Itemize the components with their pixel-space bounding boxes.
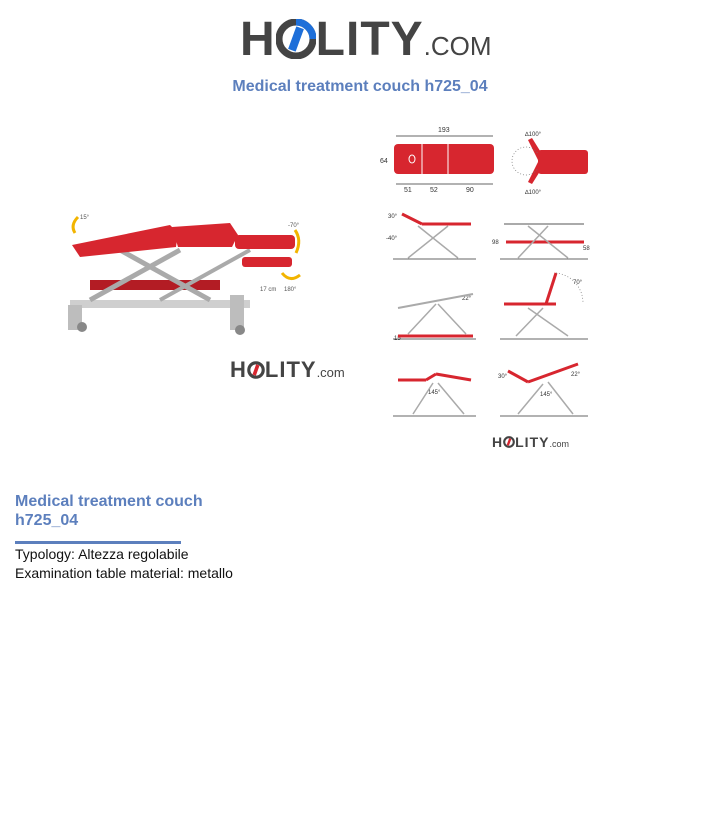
spec-typology (15, 546, 189, 562)
photo-label-angle: 15° (80, 215, 90, 221)
dim-segment: 51 (404, 187, 412, 194)
logo-letter-h: H (230, 357, 247, 382)
svg-text:22°: 22° (571, 372, 581, 378)
couch-tilted-plan-icon (538, 150, 588, 174)
dim-segment: 52 (430, 187, 438, 194)
position-diagram-tilt (386, 214, 476, 259)
angle-label: ∆100° (525, 132, 542, 138)
svg-text:30°: 30° (388, 214, 398, 220)
spec-label: Examination table material: (15, 565, 184, 581)
title-divider (15, 541, 181, 544)
logo-letters-lity: LITY (315, 13, 424, 66)
logo-letter-h: H (240, 13, 276, 66)
svg-text:98: 98 (492, 240, 499, 246)
logo-o-icon (276, 12, 316, 67)
svg-text:70°: 70° (573, 280, 583, 286)
position-diagram-incline (393, 294, 476, 342)
svg-text:58: 58 (583, 246, 590, 252)
technical-diagram[interactable] (378, 118, 603, 458)
svg-text:22°: 22° (462, 296, 472, 302)
product-title-line2: h725_04 (15, 512, 79, 529)
couch-back-section-icon (72, 225, 178, 257)
logo-letters-lity: LITY (264, 357, 317, 382)
couch-leg-section-icon (235, 235, 295, 249)
svg-text:145°: 145° (540, 392, 553, 398)
couch-seat-section-icon (172, 223, 238, 247)
dim-segment: 90 (466, 187, 474, 194)
dim-width: 64 (380, 158, 388, 165)
logo-suffix: .com (549, 439, 569, 449)
spec-material (15, 565, 233, 581)
spec-value: metallo (187, 565, 233, 581)
svg-text:30°: 30° (498, 374, 508, 380)
position-diagram-height (492, 224, 590, 259)
diagram-watermark-logo (492, 434, 569, 450)
position-diagram-trendelenburg (498, 364, 588, 416)
angle-label: ∆100° (525, 190, 542, 196)
couch-base-icon (70, 300, 250, 308)
logo-suffix: .COM (423, 31, 492, 61)
photo-watermark-logo (230, 357, 345, 383)
brand-logo[interactable] (240, 12, 492, 67)
logo-o-icon (247, 357, 265, 383)
logo-letters-lity: LITY (515, 434, 550, 450)
logo-o-icon (503, 434, 515, 450)
page-title: Medical treatment couch h725_04 (232, 78, 488, 95)
svg-text:-40°: -40° (386, 236, 398, 242)
svg-text:15: 15 (394, 336, 401, 342)
spec-label: Typology: (15, 546, 75, 562)
product-title (15, 492, 255, 530)
position-diagram-backrest (500, 273, 588, 339)
dim-length: 193 (438, 127, 450, 134)
logo-suffix: .com (316, 365, 345, 380)
photo-label-rotation: 180° (284, 287, 297, 293)
photo-label-angle: -70° (288, 223, 300, 229)
photo-label-distance: 17 cm (260, 287, 277, 293)
spec-value: Altezza regolabile (78, 546, 189, 562)
svg-text:145°: 145° (428, 390, 441, 396)
position-diagram-flex (393, 374, 476, 416)
logo-letter-h: H (492, 434, 504, 450)
product-photo[interactable] (60, 205, 370, 355)
product-title-line1: Medical treatment couch (15, 493, 203, 510)
